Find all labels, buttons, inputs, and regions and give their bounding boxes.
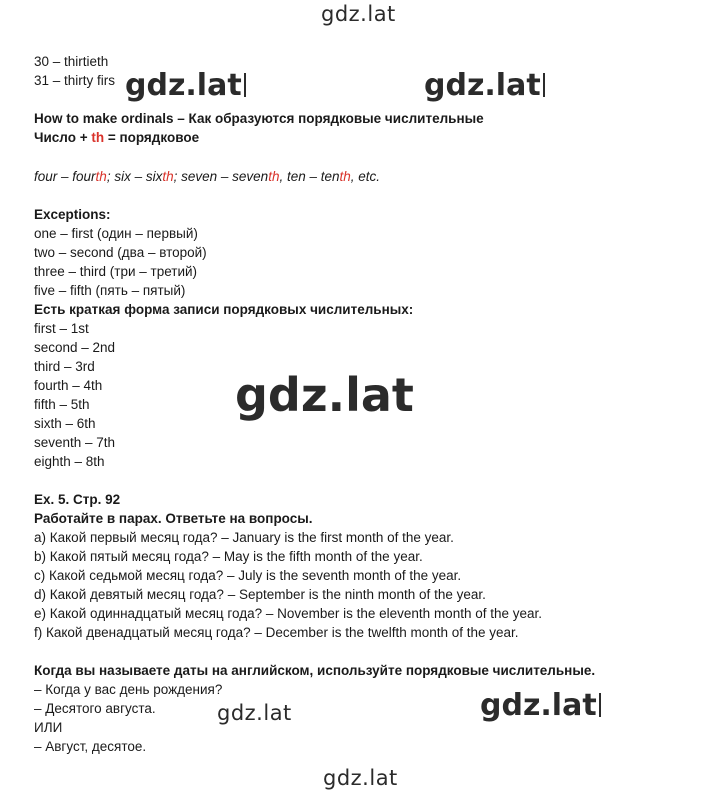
ordinal-line: 30 – thirtieth <box>34 54 109 69</box>
short-form-item: second – 2nd <box>34 340 116 355</box>
examples-line: four – fourth; six – sixth; seven – seventh, ten – tenth, etc. <box>34 169 381 184</box>
short-form-item: eighth – 8th <box>34 454 105 469</box>
exercise-item: e) Какой одиннадцатый месяц года? – November is the eleventh month of the year. <box>34 606 543 621</box>
watermark-upper-left: gdz.lat <box>125 68 248 103</box>
dialogue-line: – Август, десятое. <box>34 739 147 754</box>
short-form-item: fifth – 5th <box>34 397 90 412</box>
formula-prefix: Число + <box>34 130 92 145</box>
exercise-item: a) Какой первый месяц года? – January is the first month of the year. <box>34 530 454 545</box>
exceptions-heading: Exceptions: <box>34 207 111 222</box>
exception-item: five – fifth (пять – пятый) <box>34 283 186 298</box>
watermark-center: gdz.lat <box>235 368 414 422</box>
dialogue-line: – Десятого августа. <box>34 701 156 716</box>
exercise-heading: Ex. 5. Стр. 92 <box>34 492 121 507</box>
short-form-item: seventh – 7th <box>34 435 116 450</box>
short-form-item: third – 3rd <box>34 359 95 374</box>
exception-item: two – second (два – второй) <box>34 245 207 260</box>
watermark-lower-right: gdz.lat <box>480 688 601 723</box>
short-form-item: fourth – 4th <box>34 378 103 393</box>
exercise-item: c) Какой седьмой месяц года? – July is the seventh month of the year. <box>34 568 462 583</box>
exercise-item: b) Какой пятый месяц года? – May is the fifth month of the year. <box>34 549 423 564</box>
formula-suffix: = порядковое <box>104 130 200 145</box>
exercise-item: d) Какой девятый месяц года? – September is the ninth month of the year. <box>34 587 486 602</box>
short-form-item: sixth – 6th <box>34 416 96 431</box>
exercise-item: f) Какой двенадцатый месяц года? – December is the twelfth month of the year. <box>34 625 519 640</box>
how-to-heading: How to make ordinals – Как образуются порядковые числительные <box>34 111 484 126</box>
short-form-item: first – 1st <box>34 321 89 336</box>
dialogue-line: ИЛИ <box>34 720 63 735</box>
ordinal-line: 31 – thirty firs <box>34 73 116 88</box>
formula-line <box>34 128 694 147</box>
exception-item: three – third (три – третий) <box>34 264 198 279</box>
exercise-instruction: Работайте в парах. Ответьте на вопросы. <box>34 511 313 526</box>
watermark-top: gdz.lat <box>321 2 396 26</box>
short-form-heading: Есть краткая форма записи порядковых числительных: <box>34 302 414 317</box>
dates-heading: Когда вы называете даты на английском, используйте порядковые числительные. <box>34 663 596 678</box>
formula-th: th <box>91 130 105 145</box>
watermark-bottom: gdz.lat <box>323 766 398 790</box>
watermark-upper-right: gdz.lat <box>424 68 545 103</box>
exception-item: one – first (один – первый) <box>34 226 198 241</box>
watermark-lower-left: gdz.lat <box>217 701 292 725</box>
dialogue-line: – Когда у вас день рождения? <box>34 682 223 697</box>
